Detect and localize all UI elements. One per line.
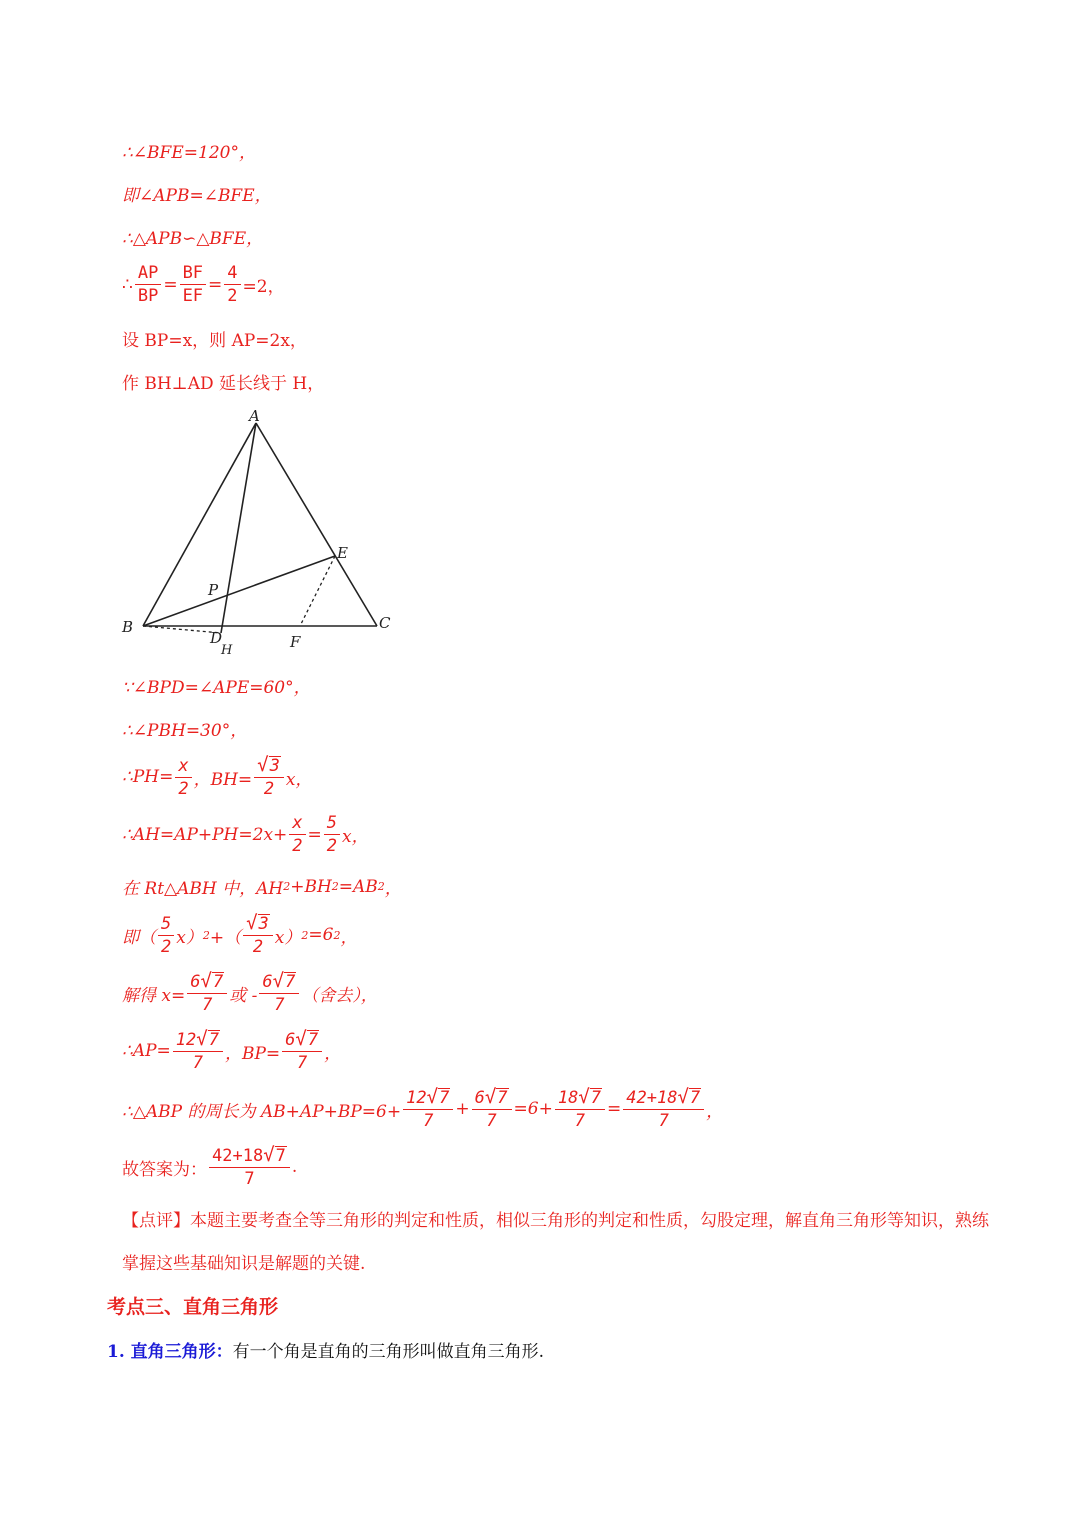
text: ， — [706, 1101, 724, 1122]
text: ∴AP= — [122, 1041, 171, 1061]
label-f: F — [290, 633, 301, 651]
section-title: 考点三、直角三角形 — [107, 1296, 279, 1318]
fraction-6sqrt7-7: 6 √ 7 7 — [282, 1028, 322, 1074]
text: +（ — [209, 927, 242, 948]
text: = — [607, 1099, 622, 1119]
exponent: 2 — [377, 880, 385, 893]
review-comment: 【点评】本题主要考查全等三角形的判定和性质，相似三角形的判定和性质，勾股定理，解直角三角形等知识，熟练掌握这些基础知识是解题的关键. — [122, 1211, 989, 1274]
exponent: 2 — [301, 928, 309, 942]
proof-line-12 — [122, 912, 357, 958]
label-e: E — [337, 544, 348, 562]
text: =AB — [338, 876, 378, 897]
proof-line-11 — [122, 874, 402, 899]
fraction-42plus18sqrt7-7: 42+18 √ 7 7 — [623, 1086, 704, 1132]
proof-line-13 — [122, 970, 378, 1016]
text: =6+ — [513, 1099, 553, 1119]
fraction-bf-ef: $\frac{BF}{EF}$ — [180, 262, 206, 307]
text: = — [307, 824, 322, 845]
text: （舍去）， — [301, 985, 378, 1006]
label-p: P — [208, 581, 219, 599]
geometry-figure — [115, 405, 405, 655]
proof-line-10 — [122, 812, 369, 857]
fraction-6sqrt7-7: 6 √ 7 7 — [472, 1086, 512, 1132]
text: . — [291, 1157, 298, 1177]
proof-line-5: 设 BP=x，则 AP=2x， — [122, 331, 307, 351]
proof-line-15 — [122, 1086, 723, 1132]
label-b: B — [122, 618, 134, 636]
text: ， — [340, 927, 358, 948]
definition-term: 1. 直角三角形： — [107, 1342, 233, 1362]
label-c: C — [379, 614, 391, 632]
fraction-6sqrt7-7: 6 √ 7 7 — [259, 970, 299, 1016]
exponent: 2 — [331, 880, 339, 893]
exponent: 2 — [333, 928, 341, 942]
proof-line-7: ∵∠BPD=∠APE=60°， — [122, 678, 311, 698]
fraction-4-2: $\frac{4}{2}$ — [224, 262, 240, 307]
fraction-ap-bp: $\frac{AP}{BP}$ — [135, 262, 161, 307]
text: x， — [285, 769, 313, 790]
proof-line-16 — [122, 1144, 297, 1190]
fraction-5-2: $\frac{5}{2}$ — [158, 913, 174, 958]
fraction-sqrt3-2: √ 3 2 — [243, 912, 273, 958]
equals: = — [208, 274, 223, 295]
answer-fraction: 42+18 √ 7 7 — [209, 1144, 290, 1190]
fraction-x-2: $\frac{x}{2}$ — [175, 755, 191, 800]
text: x） — [176, 927, 203, 948]
text: ∴PH= — [122, 767, 174, 787]
exponent: 2 — [202, 928, 210, 942]
text: 解得 x= — [122, 985, 186, 1006]
text: +BH — [290, 876, 332, 897]
therefore-symbol: ∴ — [122, 274, 133, 295]
fraction-12sqrt7-7: 12 √ 7 7 — [173, 1028, 223, 1074]
proof-line-9 — [122, 754, 312, 800]
text: ，BH= — [193, 769, 253, 790]
text: ， — [384, 879, 402, 899]
proof-line-6: 作 BH⊥AD 延长线于 H， — [122, 374, 325, 394]
text: =6 — [308, 925, 334, 945]
result: =2， — [242, 277, 285, 297]
text: ，BP= — [224, 1043, 281, 1064]
text: + — [455, 1099, 470, 1119]
fraction-6sqrt7-7: 6 √ 7 7 — [187, 970, 227, 1016]
exponent: 2 — [283, 880, 291, 893]
equals: = — [163, 274, 178, 295]
label-h: H — [221, 643, 233, 655]
text: ∴AH=AP+PH=2x+ — [122, 824, 288, 845]
text: 即（ — [122, 927, 156, 948]
fraction-sqrt3-2: √ 3 2 — [254, 754, 284, 800]
proof-line-2: 即∠APB=∠BFE， — [122, 186, 272, 206]
label-d: D — [210, 629, 223, 647]
proof-line-4 — [122, 262, 285, 307]
fraction-x-2: $\frac{x}{2}$ — [289, 812, 305, 857]
fraction-18sqrt7-7: 18 √ 7 7 — [555, 1086, 605, 1132]
fraction-5-2: $\frac{5}{2}$ — [324, 812, 340, 857]
definition-text: 有一个角是直角的三角形叫做直角三角形. — [232, 1342, 545, 1362]
text: x） — [274, 927, 302, 948]
text: 在 Rt△ABH 中，AH — [122, 879, 284, 899]
proof-line-8: ∴∠PBH=30°， — [122, 721, 248, 741]
fraction-12sqrt7-7: 12 √ 7 7 — [403, 1086, 453, 1132]
text: 或 - — [229, 985, 258, 1006]
label-a: A — [249, 407, 260, 425]
text: x， — [342, 827, 369, 847]
proof-line-14 — [122, 1028, 341, 1074]
definition — [107, 1337, 544, 1362]
text: 故答案为： — [122, 1159, 207, 1180]
proof-line-3: ∴△APB∽△BFE， — [122, 229, 264, 249]
text: ， — [324, 1043, 342, 1064]
text: ∴△ABP 的周长为 AB+AP+BP=6+ — [122, 1101, 402, 1122]
proof-line-1: ∴∠BFE=120°， — [122, 143, 256, 163]
